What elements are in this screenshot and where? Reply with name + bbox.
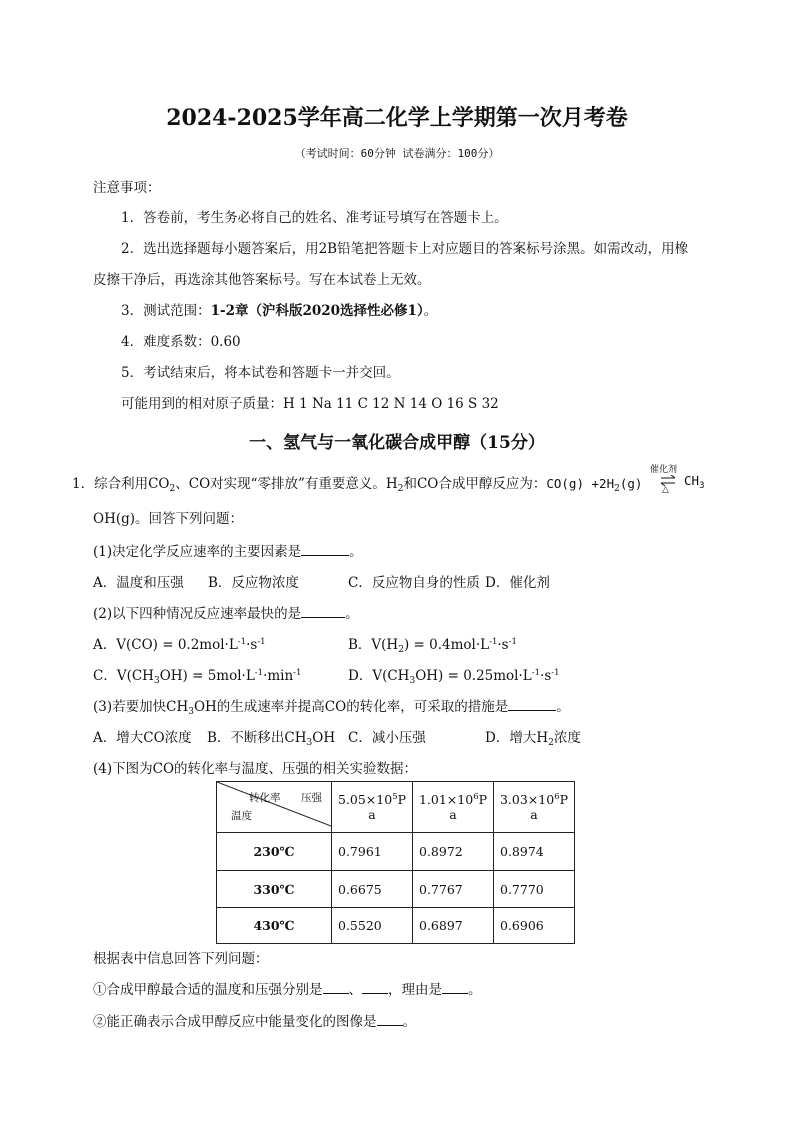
q1-sub1-option-d: D．催化剂 <box>485 575 550 591</box>
row-value: 0.8974 <box>494 833 575 871</box>
option-b-text: B．不断移出CH <box>207 730 307 746</box>
row-value: 0.6675 <box>332 871 413 908</box>
row-temp: 430℃ <box>217 908 332 944</box>
section-1-title: 一、氢气与一氧化碳合成甲醇（15分） <box>249 433 545 453</box>
atomic-mass-line: 可能用到的相对原子质量：H 1 Na 11 C 12 N 14 O 16 S 32 <box>121 396 499 412</box>
notice-item-3-range: 1-2章（沪科版2020选择性必修1） <box>210 303 424 319</box>
q1-intro-sub-2a: 2 <box>169 484 176 494</box>
pressure-3-unit-tail: a <box>530 807 538 822</box>
q1-sub3-option-c: C．减小压强 <box>348 730 426 746</box>
sub-3: 3 <box>153 676 160 686</box>
heat-symbol: △ <box>662 485 669 495</box>
option-b-text-2: ) = 0.4mol·L <box>403 637 490 653</box>
notice-item-3-suffix: 。 <box>423 303 438 319</box>
q-i-text-a: ①合成甲醇最合适的温度和压强分别是 <box>93 982 323 998</box>
row-value: 0.5520 <box>332 908 413 944</box>
q1-sub1-end: 。 <box>349 544 363 560</box>
option-d-text-2: OH) = 0.25mol·L <box>415 668 532 684</box>
table-row <box>217 908 575 944</box>
corner-label-temperature: 温度 <box>231 810 252 822</box>
row-value: 0.6897 <box>413 908 494 944</box>
q1-eq-c <box>684 473 704 491</box>
q1-eq-b: (g) <box>619 476 643 491</box>
notice-item-4: 4．难度系数：0.60 <box>121 334 241 350</box>
q1-sub2-question <box>93 602 359 622</box>
q1-sub2-option-a <box>93 633 266 653</box>
option-a-units: ·s <box>246 637 258 653</box>
corner-label-pressure: 压强 <box>301 792 322 804</box>
q1-sub4-ii <box>93 1010 416 1030</box>
q1-sub3-option-b <box>207 726 335 748</box>
notice-item-1: 1．答卷前，考生务必将自己的姓名、准考证号填写在答题卡上。 <box>121 210 508 226</box>
notice-item-2-line-1: 2．选出选择题每小题答案后，用2B铅笔把答题卡上对应题目的答案标号涂黑。如需改动，用橡 <box>121 241 689 257</box>
table-row <box>217 871 575 908</box>
notice-item-3 <box>121 299 437 319</box>
q1-sub2-option-d <box>348 664 560 686</box>
sub-3: 3 <box>409 676 416 686</box>
q1-intro-a: 综合利用CO <box>94 476 170 492</box>
q1-number: 1． <box>72 476 95 492</box>
q1-sub3-question <box>93 695 570 717</box>
option-c-text: C．V(CH <box>93 668 154 684</box>
row-temp: 230℃ <box>217 833 332 871</box>
q1-sub3-end: 。 <box>556 699 570 715</box>
sup-neg1: -1 <box>257 637 266 647</box>
q1-sub3-option-d <box>485 726 581 748</box>
option-b-text: B．V(H <box>348 637 399 653</box>
q1-eq-line-2: OH(g)。回答下列问题： <box>93 511 244 527</box>
exam-title: 2024-2025学年高二化学上学期第一次月考卷 <box>166 105 628 131</box>
answer-blank[interactable] <box>301 605 345 618</box>
sup-neg1: -1 <box>489 637 498 647</box>
pressure-1-exp: 5 <box>392 792 398 802</box>
q1-sub3-option-a: A．增大CO浓度 <box>93 730 192 746</box>
q1-eq-sub-2: 2 <box>614 484 620 494</box>
option-b-units: ·s <box>497 637 509 653</box>
q1-sub1-option-a: A．温度和压强 <box>93 575 184 591</box>
q1-eq-ch: CH <box>684 473 700 488</box>
catalyst-label: 催化剂 <box>650 465 678 475</box>
row-value: 0.8972 <box>413 833 494 871</box>
table-header-row <box>217 782 575 833</box>
sup-neg1: -1 <box>551 668 560 678</box>
row-temp: 330℃ <box>217 871 332 908</box>
answer-blank[interactable] <box>377 1013 403 1026</box>
row-value: 0.7770 <box>494 871 575 908</box>
pressure-2-exp: 6 <box>473 792 479 802</box>
reversible-arrow-group <box>650 462 684 498</box>
pressure-3-exp: 6 <box>554 792 560 802</box>
pressure-3-base: 3.03×10 <box>499 792 555 807</box>
q1-intro-sub-2b: 2 <box>397 484 404 494</box>
notice-item-3-prefix: 3．测试范围： <box>121 303 211 319</box>
q1-sub1-text: (1)决定化学反应速率的主要因素是 <box>93 544 302 560</box>
notice-item-2-line-2: 皮擦干净后，再选涂其他答案标号。写在本试卷上无效。 <box>93 272 431 288</box>
header-pressure-2 <box>413 782 494 833</box>
corner-label-rate: 转化率 <box>249 792 281 804</box>
sub-3: 3 <box>306 738 313 748</box>
pressure-1-unit: P <box>397 792 407 807</box>
pressure-1-unit-tail: a <box>368 807 376 822</box>
q-i-text-b: ，理由是 <box>388 982 442 998</box>
answer-blank[interactable] <box>442 981 468 994</box>
q1-sub2-end: 。 <box>345 606 359 622</box>
q-i-end: 。 <box>468 982 482 998</box>
option-d-units: ·s <box>540 668 552 684</box>
conversion-table <box>216 781 575 944</box>
sub-2: 2 <box>398 645 404 655</box>
q1-sub2-text: (2)以下四种情况反应速率最快的是 <box>93 606 302 622</box>
q1-sub2-option-c <box>93 664 301 686</box>
q1-sub3-text-a: (3)若要加快CH <box>93 699 189 715</box>
exam-subtitle: （考试时间：60分钟 试卷满分：100分） <box>294 147 500 160</box>
sup-neg1: -1 <box>508 637 517 647</box>
q1-sub1-option-c: C．反应物自身的性质 <box>348 575 480 591</box>
row-value: 0.7767 <box>413 871 494 908</box>
pressure-2-unit-tail: a <box>449 807 457 822</box>
q1-eq-a: CO(g) +2H <box>546 476 615 491</box>
row-value: 0.6906 <box>494 908 575 944</box>
table-row <box>217 833 575 871</box>
q1-intro-b: 、CO对实现“零排放”有重要意义。H <box>175 476 398 492</box>
pressure-2-base: 1.01×10 <box>418 792 474 807</box>
option-c-text-2: OH) = 5mol·L <box>159 668 255 684</box>
q1-intro-c: 和CO合成甲醇反应为： <box>403 476 547 492</box>
sup-neg1: -1 <box>237 637 247 647</box>
answer-blank[interactable] <box>301 543 349 556</box>
q1-eq-sub-3: 3 <box>699 481 705 491</box>
notice-heading: 注意事项： <box>93 180 161 196</box>
sup-neg1: -1 <box>254 668 264 678</box>
option-d-text-2: 浓度 <box>553 730 581 746</box>
row-value: 0.7961 <box>332 833 413 871</box>
answer-blank[interactable] <box>362 981 388 994</box>
q1-sub1-option-b: B．反应物浓度 <box>208 575 299 591</box>
option-d-text: D．V(CH <box>348 668 410 684</box>
sup-neg1: -1 <box>531 668 541 678</box>
option-a-text: A．V(CO) = 0.2mol·L <box>93 637 238 653</box>
sub-3: 3 <box>188 707 194 717</box>
after-table-text: 根据表中信息回答下列问题： <box>93 951 269 967</box>
option-d-text: D．增大H <box>485 730 549 746</box>
q-ii-text: ②能正确表示合成甲醇反应中能量变化的图像是 <box>93 1014 377 1030</box>
q-i-sep: 、 <box>348 982 362 998</box>
option-c-units: ·min <box>263 668 294 684</box>
q-ii-end: 。 <box>402 1014 416 1030</box>
q1-sub2-option-b <box>348 633 517 655</box>
q1-intro-line <box>72 472 642 494</box>
pressure-3-unit: P <box>559 792 569 807</box>
answer-blank[interactable] <box>508 698 556 711</box>
sub-2: 2 <box>548 738 554 748</box>
q1-sub3-text-b: OH的生成速率并提高CO的转化率，可采取的措施是 <box>193 699 509 715</box>
notice-item-5: 5．考试结束后，将本试卷和答题卡一并交回。 <box>121 365 400 381</box>
answer-blank[interactable] <box>323 981 349 994</box>
pressure-2-unit: P <box>478 792 488 807</box>
header-pressure-3 <box>494 782 575 833</box>
q1-sub1-question <box>93 540 363 560</box>
pressure-1-base: 5.05×10 <box>337 792 393 807</box>
header-pressure-1 <box>332 782 413 833</box>
option-b-text-2: OH <box>312 730 336 746</box>
q1-sub4-i <box>93 978 482 998</box>
table-corner-cell <box>217 782 332 833</box>
q1-sub4-question: (4)下图为CO的转化率与温度、压强的相关实验数据： <box>93 761 418 777</box>
sup-neg1: -1 <box>293 668 302 678</box>
